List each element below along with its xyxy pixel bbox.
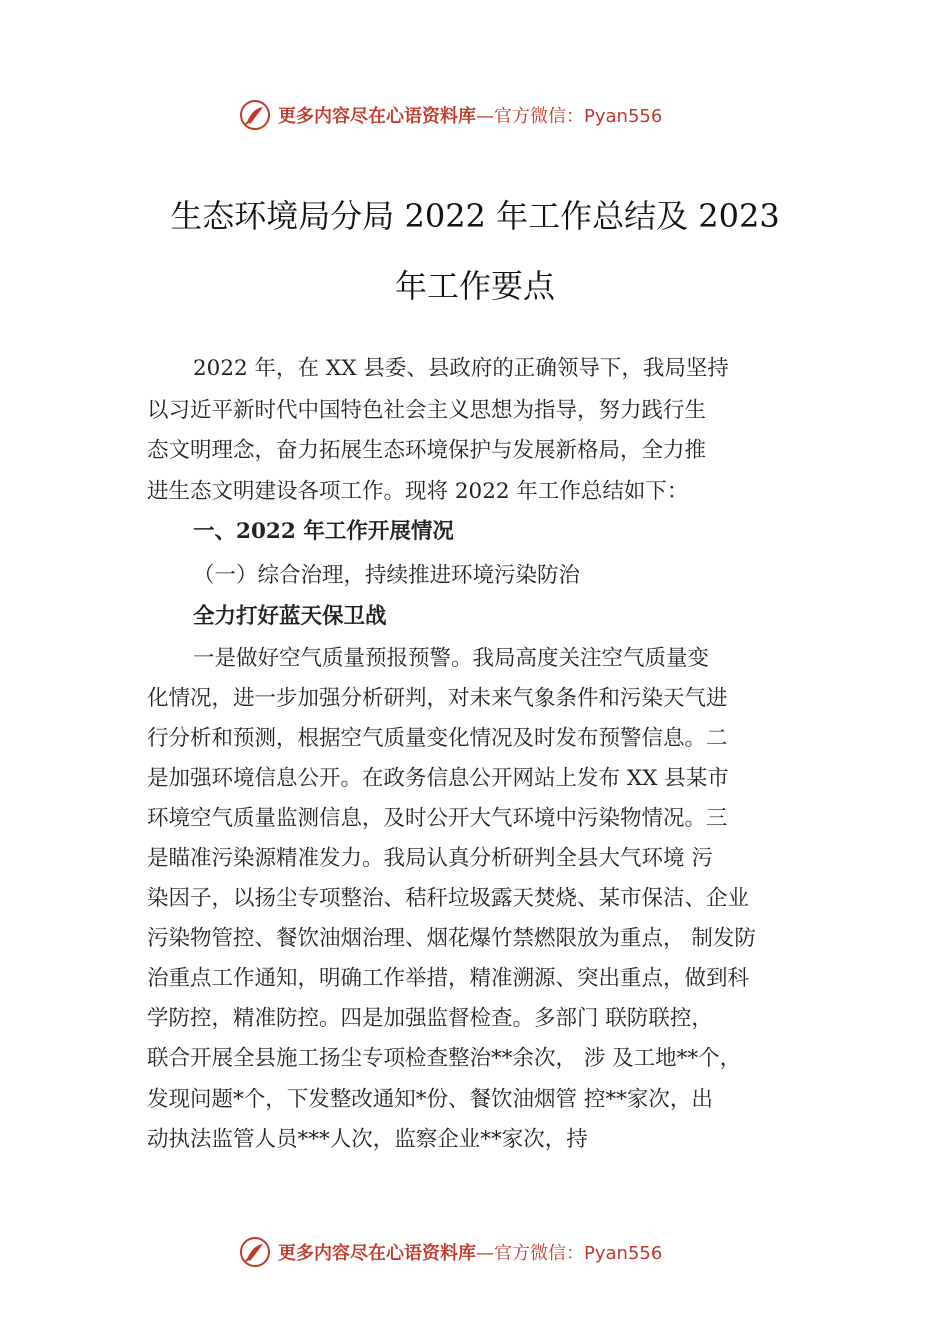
paragraph-line: 是加强环境信息公开。在政务信息公开网站上发布 XX 县某市 xyxy=(147,766,729,791)
banner-sub-text: —官方微信：Pyan556 xyxy=(476,1243,663,1264)
banner-main-text: 更多内容尽在心语资料库 xyxy=(278,1243,476,1264)
paragraph-line: 联合开展全县施工扬尘专项检查整治**余次， 涉 及工地**个， xyxy=(147,1046,742,1071)
paragraph-line: 学防控，精准防控。四是加强监督检查。多部门 联防联控， xyxy=(147,1006,713,1031)
banner-sub-text: —官方微信：Pyan556 xyxy=(476,106,663,127)
subsection-title: 全力打好蓝天保卫战 xyxy=(193,604,387,629)
logo-icon xyxy=(238,98,272,132)
document-title-line-2: 年工作要点 xyxy=(394,267,555,305)
paragraph-line: 态文明理念，奋力拓展生态环境保护与发展新格局，全力推 xyxy=(147,438,707,463)
paragraph-line: 染因子，以扬尘专项整治、秸秆垃圾露天焚烧、某市保洁、企业 xyxy=(147,886,750,911)
paragraph-line: 一是做好空气质量预报预警。我局高度关注空气质量变 xyxy=(193,646,710,671)
paragraph-line: 以习近平新时代中国特色社会主义思想为指导，努力践行生 xyxy=(147,398,707,423)
document-title-line-1: 生态环境局分局 2022 年工作总结及 2023 xyxy=(170,197,780,235)
section-heading: 一、2022 年工作开展情况 xyxy=(193,519,454,544)
paragraph-line: 进生态文明建设各项工作。现将 2022 年工作总结如下： xyxy=(147,479,689,504)
footer-banner[interactable] xyxy=(238,1232,758,1272)
paragraph-line: 行分析和预测，根据空气质量变化情况及时发布预警信息。二 xyxy=(147,726,728,751)
paragraph-line: 治重点工作通知，明确工作举措，精准溯源、突出重点，做到科 xyxy=(147,966,750,991)
paragraph-line: 化情况，进一步加强分析研判，对未来气象条件和污染天气进 xyxy=(147,686,728,711)
paragraph-line: 污染物管控、餐饮油烟治理、烟花爆竹禁燃限放为重点， 制发防 xyxy=(147,926,756,951)
logo-icon xyxy=(238,1235,272,1269)
paragraph-line: 2022 年，在 XX 县委、县政府的正确领导下，我局坚持 xyxy=(193,356,729,381)
paragraph-line: 发现问题*个，下发整改通知*份、餐饮油烟管 控**家次，出 xyxy=(147,1087,713,1112)
paragraph-line: 动执法监管人员***人次，监察企业**家次，持 xyxy=(147,1127,588,1152)
banner-main-text: 更多内容尽在心语资料库 xyxy=(278,106,476,127)
paragraph-line: 是瞄准污染源精准发力。我局认真分析研判全县大气环境 污 xyxy=(147,846,713,871)
header-banner[interactable] xyxy=(238,95,758,135)
paragraph-line: 环境空气质量监测信息，及时公开大气环境中污染物情况。三 xyxy=(147,806,728,831)
subsection-heading: （一）综合治理，持续推进环境污染防治 xyxy=(193,563,581,588)
